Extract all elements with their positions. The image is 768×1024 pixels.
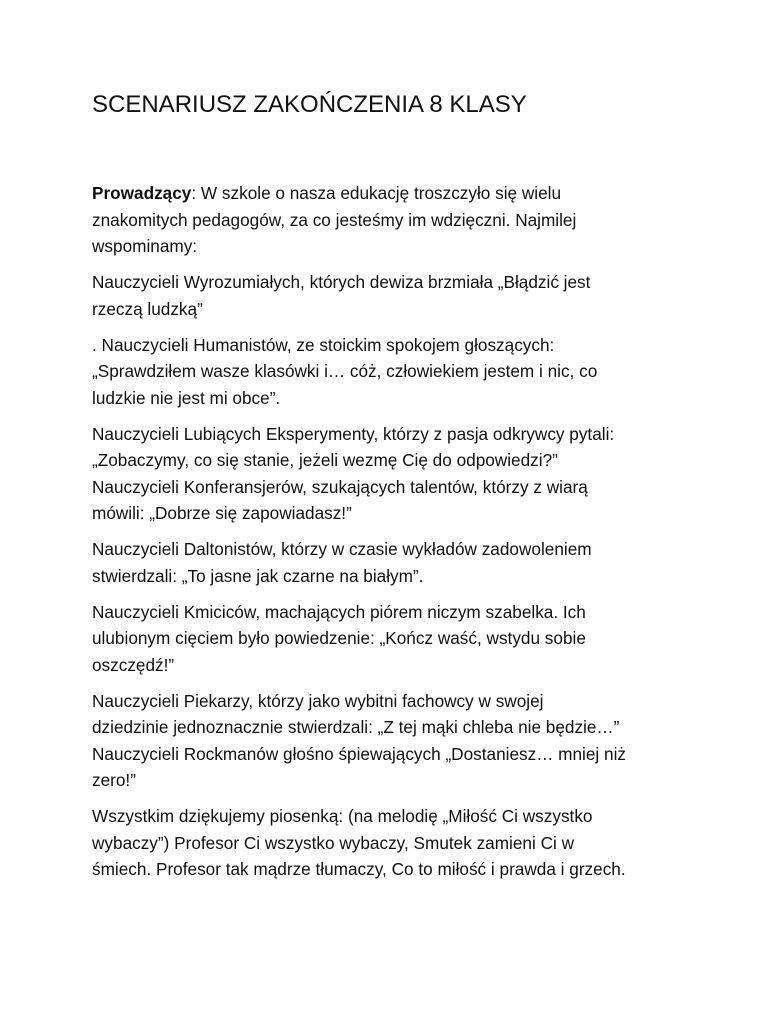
paragraph-wyrozumiali: Nauczycieli Wyrozumiałych, których dewiza brzmiała „Błądzić jest rzeczą ludzką” <box>92 272 591 319</box>
intro-label: Prowadzący <box>92 183 192 203</box>
paragraph-humanisci: . Nauczycieli Humanistów, ze stoickim spokojem głoszących: „Sprawdziłem wasze klasówki i… cóż, człowiekiem jestem i nic, co ludzkie nie jest mi obce”. <box>92 334 598 408</box>
paragraph-kmicice: Nauczycieli Kmiciców, machających piórem niczym szabelka. Ich ulubionym cięciem było powiedzenie: „Kończ waść, wstydu sobie oszczędź!” <box>92 601 586 675</box>
document-title: SCENARIUSZ ZAKOŃCZENIA 8 KLASY <box>92 91 527 118</box>
paragraph-piosenka: Wszystkim dziękujemy piosenką: (na melodię „Miłość Ci wszystko wybaczy”) Profesor Ci wszystko wybaczy, Smutek zamieni Ci w śmiech. Profesor tak mądrze tłumaczy, Co to miłość i prawda i grzech. <box>92 806 626 879</box>
paragraph-daltonisci: Nauczycieli Daltonistów, którzy w czasie wykładów zadowoleniem stwierdzali: „To jasne jak czarne na białym”. <box>92 539 592 586</box>
paragraph-piekarze: Nauczycieli Piekarzy, którzy jako wybitni fachowcy w swojej dziedzinie jednoznacznie stwierdzali: „Z tej mąki chleba nie będzie…” Nauczycieli Rockmanów głośno śpiewających „Dostaniesz… mniej niż zero!” <box>92 690 626 790</box>
intro-paragraph <box>92 180 682 260</box>
intro-text: : W szkole o nasza edukację troszczyło się wielu znakomitych pedagogów, za co jesteśmy im wdzięczni. Najmilej wspominamy: <box>92 183 577 256</box>
paragraph-eksperymenty: Nauczycieli Lubiących Eksperymenty, którzy z pasja odkrywcy pytali: „Zobaczymy, co się stanie, jeżeli wezmę Cię do odpowiedzi?” Nauczycieli Konferansjerów, szukających talentów, którzy z wiarą mówili: „Dobrze się zapowiadasz!” <box>92 423 615 523</box>
document-body <box>92 180 682 892</box>
